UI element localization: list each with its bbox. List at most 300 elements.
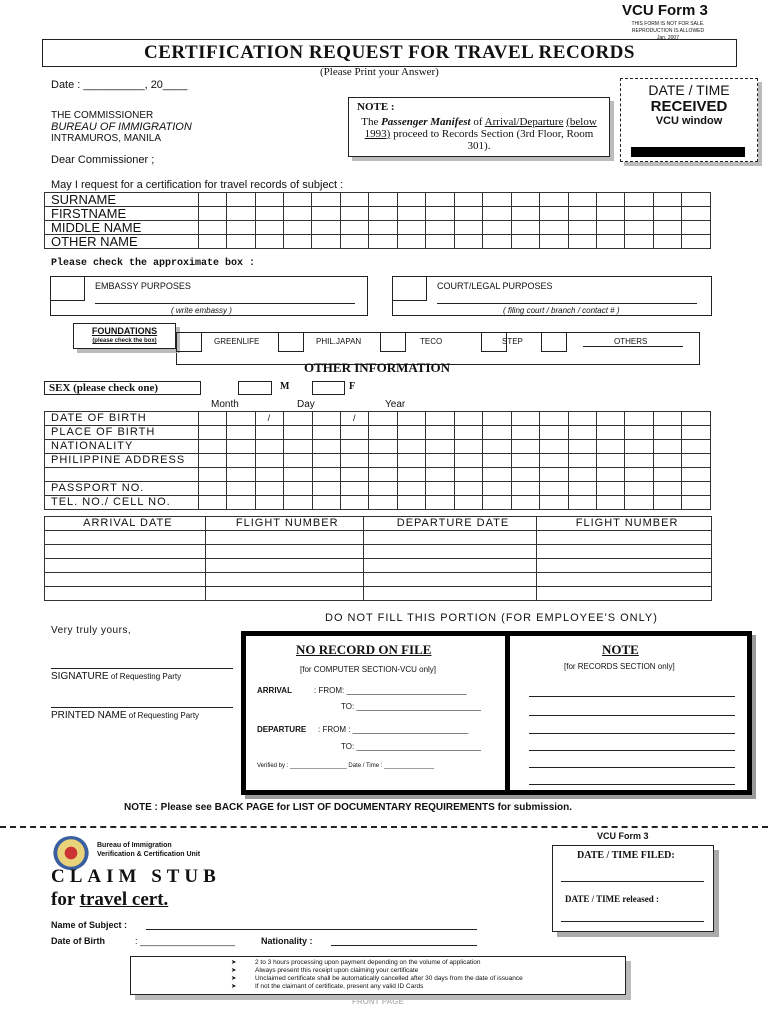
- grid-cell[interactable]: [540, 426, 568, 440]
- grid-cell[interactable]: [312, 221, 340, 235]
- grid-cell[interactable]: [596, 482, 624, 496]
- grid-cell[interactable]: [312, 454, 340, 468]
- grid-cell[interactable]: [284, 426, 312, 440]
- grid-cell[interactable]: [596, 221, 624, 235]
- name-field-label: MIDDLE NAME: [45, 221, 199, 235]
- grid-cell[interactable]: [653, 412, 681, 426]
- grid-cell[interactable]: [426, 454, 454, 468]
- grid-cell[interactable]: [227, 221, 255, 235]
- foundation-checkbox[interactable]: [176, 332, 202, 352]
- foundation-checkbox[interactable]: [541, 332, 567, 352]
- embassy-input[interactable]: [95, 291, 355, 304]
- grid-cell[interactable]: [255, 426, 284, 440]
- grid-cell[interactable]: [682, 207, 711, 221]
- grid-cell[interactable]: [227, 412, 255, 426]
- grid-cell[interactable]: [369, 496, 397, 510]
- flight-cell[interactable]: [45, 545, 206, 559]
- note-text-part: of: [470, 116, 485, 128]
- grid-cell[interactable]: [198, 221, 226, 235]
- grid-cell[interactable]: [682, 496, 711, 510]
- grid-cell[interactable]: [426, 235, 454, 249]
- grid-cell[interactable]: [653, 454, 681, 468]
- grid-cell[interactable]: [454, 454, 482, 468]
- grid-cell[interactable]: [426, 426, 454, 440]
- grid-cell[interactable]: [682, 193, 711, 207]
- grid-cell[interactable]: [397, 454, 425, 468]
- grid-cell[interactable]: [568, 235, 596, 249]
- grid-cell[interactable]: [511, 193, 539, 207]
- released-label: DATE / TIME released :: [565, 894, 659, 904]
- grid-cell[interactable]: [596, 412, 624, 426]
- subject-name-label: Name of Subject :: [51, 920, 128, 930]
- grid-cell[interactable]: [682, 482, 711, 496]
- flight-cell[interactable]: [205, 573, 363, 587]
- flight-header: DEPARTURE DATE: [363, 517, 536, 531]
- grid-cell[interactable]: [625, 207, 653, 221]
- grid-cell[interactable]: [340, 468, 369, 482]
- grid-cell[interactable]: [198, 440, 226, 454]
- flight-cell[interactable]: [363, 545, 536, 559]
- grid-cell[interactable]: [340, 193, 368, 207]
- flight-cell[interactable]: [205, 559, 363, 573]
- grid-cell[interactable]: [312, 440, 340, 454]
- grid-cell[interactable]: [483, 235, 511, 249]
- grid-cell[interactable]: [540, 454, 568, 468]
- grid-cell[interactable]: [426, 496, 454, 510]
- grid-cell[interactable]: [596, 496, 624, 510]
- grid-cell[interactable]: [397, 193, 425, 207]
- grid-cell[interactable]: [682, 426, 711, 440]
- grid-cell[interactable]: [255, 207, 283, 221]
- grid-cell[interactable]: [454, 482, 482, 496]
- name-grid: [44, 192, 711, 249]
- grid-cell[interactable]: [625, 235, 653, 249]
- nationality-label: Nationality :: [261, 936, 313, 946]
- foundation-option-label: TECO: [420, 337, 443, 346]
- info-row: [45, 496, 711, 510]
- flight-cell[interactable]: [45, 559, 206, 573]
- grid-cell[interactable]: [426, 221, 454, 235]
- grid-cell[interactable]: [369, 440, 397, 454]
- grid-cell[interactable]: [568, 440, 596, 454]
- filed-label: DATE / TIME FILED:: [577, 850, 675, 861]
- grid-cell[interactable]: [426, 440, 454, 454]
- grid-cell[interactable]: [255, 440, 284, 454]
- flight-cell[interactable]: [363, 531, 536, 545]
- flight-cell[interactable]: [205, 587, 363, 601]
- stub-note-item: [231, 959, 625, 967]
- grid-cell[interactable]: [511, 207, 539, 221]
- grid-cell[interactable]: [682, 221, 711, 235]
- grid-cell[interactable]: [596, 207, 624, 221]
- flight-cell[interactable]: [537, 587, 712, 601]
- embassy-label: EMBASSY PURPOSES: [95, 281, 191, 291]
- grid-cell[interactable]: [568, 496, 596, 510]
- grid-cell[interactable]: [426, 412, 454, 426]
- embassy-option: [50, 276, 368, 316]
- grid-cell[interactable]: [198, 454, 226, 468]
- arrival-from-field[interactable]: : FROM: ___________________________: [314, 686, 467, 695]
- grid-cell[interactable]: [653, 426, 681, 440]
- grid-cell[interactable]: [255, 468, 284, 482]
- address-line: INTRAMUROS, MANILA: [51, 133, 162, 144]
- grid-cell[interactable]: [682, 235, 711, 249]
- nationality-field[interactable]: [331, 945, 477, 946]
- grid-cell[interactable]: [312, 426, 340, 440]
- grid-cell[interactable]: [540, 440, 568, 454]
- grid-cell[interactable]: [596, 193, 624, 207]
- grid-cell[interactable]: [227, 193, 255, 207]
- grid-cell[interactable]: [255, 221, 283, 235]
- court-input[interactable]: [437, 291, 697, 304]
- grid-cell[interactable]: [227, 440, 255, 454]
- agency-name: [97, 841, 200, 859]
- grid-cell[interactable]: [426, 482, 454, 496]
- greeting: Dear Commissioner ;: [51, 154, 155, 166]
- grid-cell[interactable]: [227, 496, 255, 510]
- grid-cell[interactable]: [540, 235, 568, 249]
- departure-to-field[interactable]: TO: ____________________________: [341, 742, 481, 751]
- month-label: Month: [211, 399, 239, 410]
- grid-cell[interactable]: [284, 412, 312, 426]
- grid-cell[interactable]: [483, 426, 511, 440]
- flight-cell[interactable]: [205, 545, 363, 559]
- dob-field[interactable]: : ___________________: [135, 936, 236, 946]
- grid-cell[interactable]: [511, 454, 539, 468]
- grid-cell[interactable]: [340, 235, 368, 249]
- flight-header-row: [45, 517, 712, 531]
- grid-cell[interactable]: [255, 482, 284, 496]
- grid-cell[interactable]: [369, 482, 397, 496]
- subtitle-part: for: [51, 889, 80, 910]
- flight-cell[interactable]: [363, 573, 536, 587]
- grid-cell[interactable]: [511, 440, 539, 454]
- stamp-bar: [631, 147, 745, 157]
- grid-cell[interactable]: [596, 440, 624, 454]
- sex-label: SEX (please check one): [44, 381, 201, 395]
- grid-cell[interactable]: [483, 193, 511, 207]
- grid-cell[interactable]: [369, 454, 397, 468]
- stub-note-text: Unclaimed certificate shall be automatically cancelled after 30 days from the date of issuance: [255, 975, 523, 982]
- flight-cell[interactable]: [45, 587, 206, 601]
- grid-cell[interactable]: [340, 454, 369, 468]
- grid-cell[interactable]: [511, 235, 539, 249]
- grid-cell[interactable]: [283, 207, 311, 221]
- grid-cell[interactable]: [653, 235, 681, 249]
- note-line[interactable]: [529, 715, 735, 716]
- grid-cell[interactable]: [540, 482, 568, 496]
- grid-cell[interactable]: [255, 454, 284, 468]
- grid-cell[interactable]: [596, 426, 624, 440]
- grid-cell[interactable]: [255, 235, 283, 249]
- flight-cell[interactable]: [45, 573, 206, 587]
- name-row: [45, 221, 711, 235]
- grid-cell[interactable]: [625, 221, 653, 235]
- cut-line: [0, 826, 768, 828]
- name-row: [45, 193, 711, 207]
- court-checkbox[interactable]: [392, 276, 427, 301]
- grid-cell[interactable]: [568, 221, 596, 235]
- grid-cell[interactable]: [340, 496, 369, 510]
- foundation-checkbox[interactable]: [278, 332, 304, 352]
- arrival-to-field[interactable]: TO: ____________________________: [341, 702, 481, 711]
- verified-by-field[interactable]: Verified by : _________________ Date / Time : _______________: [257, 763, 435, 769]
- grid-cell[interactable]: [312, 207, 340, 221]
- grid-cell[interactable]: [625, 454, 653, 468]
- note-line[interactable]: [529, 767, 735, 768]
- grid-cell[interactable]: [227, 454, 255, 468]
- no-record-sub: [for COMPUTER SECTION-VCU only]: [300, 665, 437, 674]
- flight-cell[interactable]: [537, 545, 712, 559]
- grid-cell[interactable]: [682, 454, 711, 468]
- grid-cell[interactable]: [198, 412, 226, 426]
- grid-cell[interactable]: [568, 482, 596, 496]
- grid-cell[interactable]: [625, 440, 653, 454]
- date-field[interactable]: Date : __________, 20____: [51, 79, 188, 91]
- grid-cell[interactable]: [198, 235, 226, 249]
- grid-cell[interactable]: [397, 482, 425, 496]
- grid-cell[interactable]: [653, 207, 681, 221]
- signature-label-main: SIGNATURE: [51, 671, 109, 682]
- grid-cell[interactable]: [511, 426, 539, 440]
- grid-cell[interactable]: [596, 235, 624, 249]
- grid-cell[interactable]: [283, 221, 311, 235]
- flight-cell[interactable]: [537, 573, 712, 587]
- grid-cell[interactable]: [283, 235, 311, 249]
- grid-cell[interactable]: [198, 468, 226, 482]
- grid-cell[interactable]: [397, 221, 425, 235]
- flight-cell[interactable]: [537, 531, 712, 545]
- flight-header: FLIGHT NUMBER: [537, 517, 712, 531]
- grid-cell[interactable]: [369, 426, 397, 440]
- grid-cell[interactable]: [397, 468, 425, 482]
- grid-cell[interactable]: [483, 468, 511, 482]
- grid-cell[interactable]: [568, 426, 596, 440]
- records-note-sub: [for RECORDS SECTION only]: [564, 662, 675, 671]
- departure-label: DEPARTURE: [257, 725, 307, 734]
- grid-cell[interactable]: [596, 454, 624, 468]
- grid-cell[interactable]: [653, 482, 681, 496]
- grid-cell[interactable]: [340, 440, 369, 454]
- grid-cell[interactable]: [255, 193, 283, 207]
- filed-field[interactable]: [561, 881, 704, 882]
- note-text-part: Passenger Manifest: [381, 116, 471, 128]
- form-title: CERTIFICATION REQUEST FOR TRAVEL RECORDS: [42, 39, 737, 67]
- grid-cell[interactable]: [369, 207, 397, 221]
- grid-cell[interactable]: [454, 221, 482, 235]
- employee-section: [241, 631, 752, 795]
- grid-cell[interactable]: [511, 221, 539, 235]
- grid-cell[interactable]: [483, 221, 511, 235]
- name-field-label: FIRSTNAME: [45, 207, 199, 221]
- note-line[interactable]: [529, 696, 735, 697]
- grid-cell[interactable]: [397, 440, 425, 454]
- grid-cell[interactable]: [454, 235, 482, 249]
- grid-cell[interactable]: [312, 193, 340, 207]
- note-line[interactable]: [529, 733, 735, 734]
- grid-cell[interactable]: [454, 440, 482, 454]
- grid-cell[interactable]: [227, 426, 255, 440]
- grid-cell[interactable]: [653, 496, 681, 510]
- note-line[interactable]: [529, 784, 735, 785]
- flight-cell[interactable]: [363, 587, 536, 601]
- grid-cell[interactable]: [454, 468, 482, 482]
- grid-cell[interactable]: [340, 207, 368, 221]
- grid-cell[interactable]: [312, 496, 340, 510]
- grid-cell[interactable]: [397, 426, 425, 440]
- signature-line[interactable]: [51, 668, 233, 669]
- grid-cell[interactable]: [369, 221, 397, 235]
- grid-cell[interactable]: [483, 207, 511, 221]
- grid-cell[interactable]: [454, 193, 482, 207]
- grid-cell[interactable]: [511, 496, 539, 510]
- info-field-label: [45, 468, 199, 482]
- received-label: VCU window: [655, 115, 723, 127]
- arrow-bullet-icon: ➤: [231, 975, 237, 982]
- foundation-option-label: STEP: [502, 337, 523, 346]
- grid-cell[interactable]: [540, 496, 568, 510]
- grid-cell[interactable]: [540, 207, 568, 221]
- grid-cell[interactable]: [625, 193, 653, 207]
- grid-cell[interactable]: [483, 496, 511, 510]
- grid-cell[interactable]: [682, 468, 711, 482]
- grid-cell[interactable]: [227, 207, 255, 221]
- flight-cell[interactable]: [205, 531, 363, 545]
- grid-cell[interactable]: [340, 426, 369, 440]
- male-checkbox[interactable]: [238, 381, 272, 395]
- foundation-checkbox[interactable]: [380, 332, 406, 352]
- embassy-checkbox[interactable]: [50, 276, 85, 301]
- info-row: [45, 412, 711, 426]
- others-input[interactable]: [583, 346, 683, 347]
- grid-cell[interactable]: [483, 482, 511, 496]
- grid-cell[interactable]: [426, 468, 454, 482]
- grid-cell[interactable]: [397, 235, 425, 249]
- grid-cell[interactable]: [483, 412, 511, 426]
- printed-label-sub: of Requesting Party: [126, 711, 200, 720]
- grid-cell[interactable]: [540, 412, 568, 426]
- grid-cell[interactable]: [625, 468, 653, 482]
- note-line[interactable]: [529, 750, 735, 751]
- grid-cell[interactable]: [511, 468, 539, 482]
- grid-cell[interactable]: [568, 468, 596, 482]
- grid-cell[interactable]: [198, 496, 226, 510]
- grid-cell[interactable]: [369, 193, 397, 207]
- grid-cell[interactable]: [454, 207, 482, 221]
- request-text: May I request for a certification for travel records of subject :: [51, 179, 344, 191]
- grid-cell[interactable]: [653, 221, 681, 235]
- note-text-part: (below 1993): [364, 116, 597, 140]
- grid-cell[interactable]: [227, 235, 255, 249]
- grid-cell[interactable]: [397, 207, 425, 221]
- foundations-label-box: [73, 323, 176, 349]
- grid-cell[interactable]: [227, 468, 255, 482]
- grid-cell[interactable]: [369, 235, 397, 249]
- grid-cell[interactable]: [568, 193, 596, 207]
- grid-cell[interactable]: [625, 496, 653, 510]
- grid-cell[interactable]: [653, 440, 681, 454]
- released-field[interactable]: [561, 921, 704, 922]
- grid-cell[interactable]: [540, 193, 568, 207]
- flight-cell[interactable]: [45, 531, 206, 545]
- grid-cell[interactable]: [312, 235, 340, 249]
- grid-cell[interactable]: [483, 440, 511, 454]
- claim-stub-subtitle: [51, 889, 168, 911]
- arrow-bullet-icon: ➤: [231, 967, 237, 974]
- grid-cell[interactable]: [682, 440, 711, 454]
- flight-header: FLIGHT NUMBER: [205, 517, 363, 531]
- grid-cell[interactable]: [596, 468, 624, 482]
- grid-cell[interactable]: [312, 468, 340, 482]
- grid-cell[interactable]: [284, 468, 312, 482]
- name-row: [45, 207, 711, 221]
- grid-cell[interactable]: [284, 482, 312, 496]
- grid-cell[interactable]: [540, 468, 568, 482]
- grid-cell[interactable]: [682, 412, 711, 426]
- subject-name-field[interactable]: [146, 929, 477, 930]
- grid-cell[interactable]: [198, 482, 226, 496]
- grid-cell[interactable]: [255, 496, 284, 510]
- grid-cell[interactable]: [511, 412, 539, 426]
- grid-cell[interactable]: [511, 482, 539, 496]
- grid-cell[interactable]: [284, 440, 312, 454]
- grid-cell[interactable]: [540, 221, 568, 235]
- grid-cell[interactable]: [653, 193, 681, 207]
- printed-name-line[interactable]: [51, 707, 233, 708]
- grid-cell[interactable]: [340, 221, 368, 235]
- grid-cell[interactable]: [227, 482, 255, 496]
- grid-cell[interactable]: [283, 193, 311, 207]
- grid-cell[interactable]: [397, 496, 425, 510]
- flight-row: [45, 559, 712, 573]
- grid-cell[interactable]: [483, 454, 511, 468]
- dob-label: Date of Birth: [51, 936, 105, 946]
- grid-cell[interactable]: [568, 412, 596, 426]
- foundation-option-label: PHIL.JAPAN: [316, 337, 362, 346]
- flight-cell[interactable]: [363, 559, 536, 573]
- grid-cell[interactable]: [426, 193, 454, 207]
- grid-cell[interactable]: [454, 426, 482, 440]
- grid-cell[interactable]: [284, 454, 312, 468]
- grid-cell[interactable]: [625, 426, 653, 440]
- grid-cell[interactable]: [340, 482, 369, 496]
- grid-cell[interactable]: [454, 412, 482, 426]
- grid-cell[interactable]: [653, 468, 681, 482]
- female-checkbox[interactable]: [312, 381, 345, 395]
- grid-cell[interactable]: [568, 454, 596, 468]
- grid-cell[interactable]: [198, 426, 226, 440]
- grid-cell[interactable]: [312, 482, 340, 496]
- grid-cell[interactable]: [625, 482, 653, 496]
- footer-note: NOTE : Please see BACK PAGE for LIST OF DOCUMENTARY REQUIREMENTS for submission.: [124, 802, 573, 813]
- grid-cell[interactable]: [426, 207, 454, 221]
- grid-cell[interactable]: [369, 412, 397, 426]
- flight-cell[interactable]: [537, 559, 712, 573]
- departure-from-field[interactable]: : FROM : __________________________: [318, 725, 469, 734]
- grid-cell[interactable]: [312, 412, 340, 426]
- grid-cell[interactable]: [198, 207, 226, 221]
- grid-cell[interactable]: [625, 412, 653, 426]
- foundations-label: FOUNDATIONS: [91, 326, 158, 336]
- grid-cell[interactable]: [198, 193, 226, 207]
- grid-cell[interactable]: [369, 468, 397, 482]
- grid-cell[interactable]: [397, 412, 425, 426]
- grid-cell[interactable]: [284, 496, 312, 510]
- info-row: [45, 468, 711, 482]
- grid-cell[interactable]: [568, 207, 596, 221]
- employee-only-label: DO NOT FILL THIS PORTION (FOR EMPLOYEE'S ONLY): [325, 612, 658, 624]
- grid-cell[interactable]: [454, 496, 482, 510]
